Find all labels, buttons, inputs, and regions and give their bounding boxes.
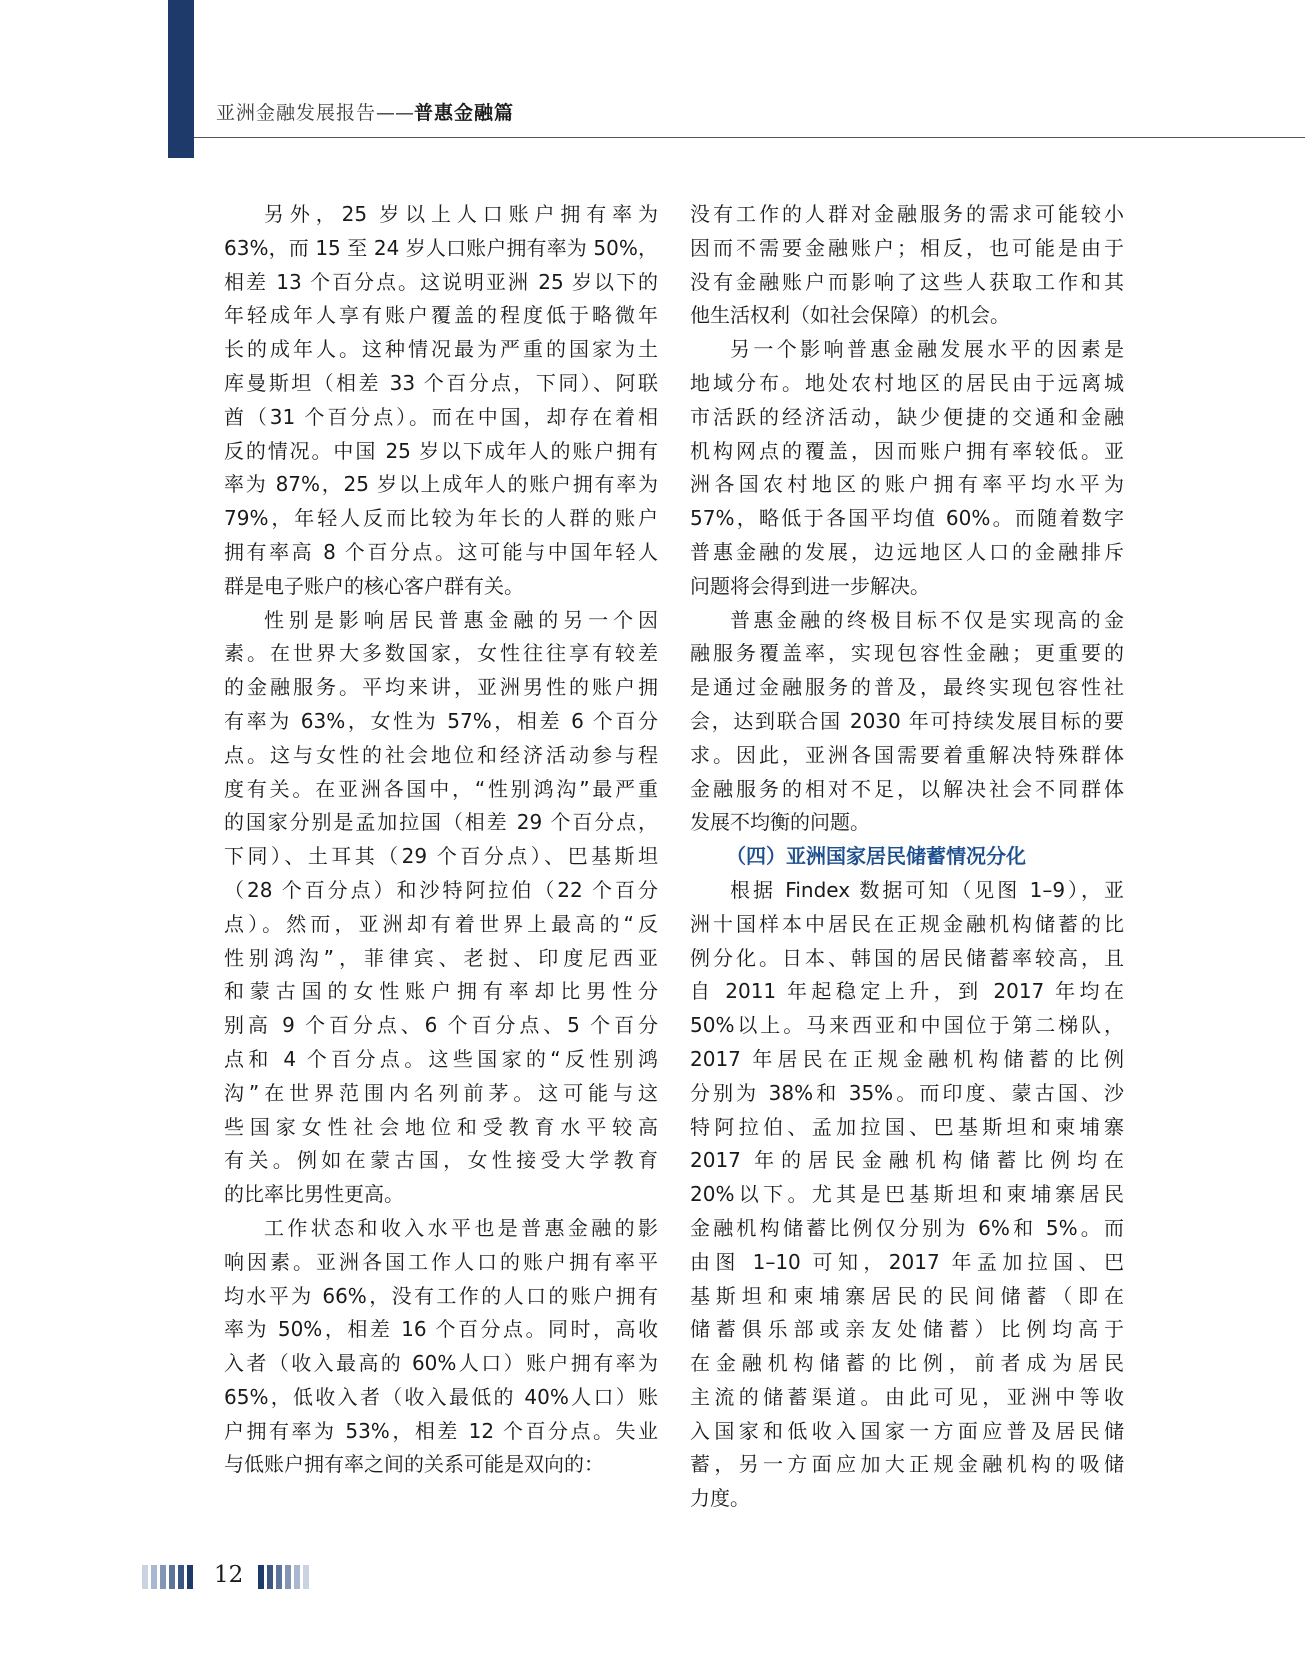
paragraph-line: 例分化。日本、韩国的居民储蓄率较高，且 [690, 945, 1124, 970]
paragraph-line: 57%，略低于各国平均值 60%。而随着数字 [690, 506, 1124, 531]
paragraph-line: 特阿拉伯、孟加拉国、巴基斯坦和柬埔寨 [690, 1114, 1124, 1139]
paragraph-line: 65%，低收入者（收入最低的 40%人口）账 [224, 1384, 658, 1409]
paragraph-line: 另一个影响普惠金融发展水平的因素是 [730, 337, 1124, 362]
paragraph-line: 户拥有率为 53%，相差 12 个百分点。失业 [224, 1418, 658, 1443]
paragraph-line: 率为 87%，25 岁以上成年人的账户拥有率为 [224, 472, 658, 497]
paragraph-line: 群是电子账户的核心客户群有关。 [224, 573, 524, 598]
paragraph-line: 素。在世界大多数国家，女性往往享有较差 [224, 641, 658, 666]
header-title-part2: 普惠金融篇 [414, 102, 515, 124]
paragraph-line: 洲各国农村地区的账户拥有率平均水平为 [690, 472, 1124, 497]
footer-bar [303, 1565, 309, 1589]
right-column [690, 198, 1124, 1516]
paragraph-line: 点。这与女性的社会地位和经济活动参与程 [224, 742, 658, 767]
paragraph-line: 别高 9 个百分点、6 个百分点、5 个百分 [224, 1013, 658, 1038]
footer-bar [142, 1565, 148, 1589]
paragraph-line: 的比率比男性更高。 [224, 1182, 404, 1207]
footer-bar [169, 1565, 175, 1589]
paragraph-line: 性别鸿沟”，菲律宾、老挝、印度尼西亚 [224, 945, 658, 970]
paragraph-line: 机构网点的覆盖，因而账户拥有率较低。亚 [690, 438, 1124, 463]
footer-bar [294, 1565, 300, 1589]
paragraph-line: 力度。 [690, 1486, 750, 1511]
paragraph-line: 根据 Findex 数据可知（见图 1–9），亚 [730, 877, 1124, 902]
paragraph-line: 均水平为 66%，没有工作的人口的账户拥有 [224, 1283, 658, 1308]
header-rule [194, 137, 1305, 138]
paragraph-line: 2017 年居民在正规金融机构储蓄的比例 [690, 1046, 1124, 1071]
paragraph-line: 相差 13 个百分点。这说明亚洲 25 岁以下的 [224, 269, 658, 294]
paragraph-line: 另外，25 岁以上人口账户拥有率为 [264, 202, 658, 226]
paragraph-line: 基斯坦和柬埔寨居民的民间储蓄（即在 [690, 1283, 1124, 1308]
page-number: 12 [214, 1562, 244, 1588]
header-title-separator: —— [376, 102, 415, 124]
paragraph-line: 主流的储蓄渠道。由此可见，亚洲中等收 [690, 1384, 1124, 1409]
paragraph-line: 没有金融账户而影响了这些人获取工作和其 [690, 269, 1124, 294]
paragraph-line: 金融机构储蓄比例仅分别为 6%和 5%。而 [690, 1215, 1124, 1240]
paragraph-line: 些国家女性社会地位和受教育水平较高 [224, 1114, 658, 1139]
paragraph-line: 市活跃的经济活动，缺少便捷的交通和金融 [690, 404, 1124, 429]
paragraph-line: 由图 1–10 可知，2017 年孟加拉国、巴 [690, 1249, 1124, 1274]
paragraph-line: 普惠金融的终极目标不仅是实现高的金 [730, 607, 1124, 632]
footer-bar [151, 1565, 157, 1589]
paragraph-line: 79%，年轻人反而比较为年长的人群的账户 [224, 506, 658, 531]
paragraph-line: 50%以上。马来西亚和中国位于第二梯队， [690, 1013, 1124, 1038]
left-column [224, 198, 658, 1482]
paragraph-line: 分别为 38%和 35%。而印度、蒙古国、沙 [690, 1080, 1124, 1105]
paragraph-line: 金融服务的相对不足，以解决社会不同群体 [690, 776, 1124, 801]
section-heading: （四）亚洲国家居民储蓄情况分化 [726, 844, 1026, 869]
paragraph-line: 酋（31 个百分点）。而在中国，却存在着相 [224, 404, 658, 429]
paragraph-line: 蓄，另一方面应加大正规金融机构的吸储 [690, 1452, 1124, 1477]
paragraph-line: 有率为 63%，女性为 57%，相差 6 个百分 [224, 708, 658, 733]
paragraph-line: 他生活权利（如社会保障）的机会。 [690, 303, 1010, 328]
header-accent-bar [168, 0, 194, 158]
footer-bar [276, 1565, 282, 1589]
footer-bar [258, 1565, 264, 1589]
paragraph-line: 有关。例如在蒙古国，女性接受大学教育 [224, 1148, 658, 1173]
paragraph-line: 下同）、土耳其（29 个百分点）、巴基斯坦 [224, 844, 658, 869]
paragraph-line: 自 2011 年起稳定上升，到 2017 年均在 [690, 979, 1124, 1004]
paragraph-line: 63%，而 15 至 24 岁人口账户拥有率为 50%， [224, 235, 658, 260]
paragraph-line: 长的成年人。这种情况最为严重的国家为土 [224, 337, 658, 362]
paragraph-line: 2017 年的居民金融机构储蓄比例均在 [690, 1148, 1124, 1173]
paragraph-line: 与低账户拥有率之间的关系可能是双向的： [224, 1452, 604, 1477]
paragraph-line: 发展不均衡的问题。 [690, 810, 870, 835]
header-title-part1: 亚洲金融发展报告 [216, 102, 377, 124]
paragraph-line: 拥有率高 8 个百分点。这可能与中国年轻人 [224, 539, 658, 564]
paragraph-line: 融服务覆盖率，实现包容性金融；更重要的 [690, 641, 1124, 666]
paragraph-line: 因而不需要金融账户；相反，也可能是由于 [690, 235, 1124, 260]
footer-bar [285, 1565, 291, 1589]
footer-bar [267, 1565, 273, 1589]
paragraph-line: 是通过金融服务的普及，最终实现包容性社 [690, 675, 1124, 700]
paragraph-line: 的国家分别是孟加拉国（相差 29 个百分点， [224, 810, 658, 835]
paragraph-line: 20%以下。尤其是巴基斯坦和柬埔寨居民 [690, 1182, 1124, 1207]
paragraph-line: 度有关。在亚洲各国中，“性别鸿沟”最严重 [224, 776, 658, 801]
paragraph-line: 入国家和低收入国家一方面应普及居民储 [690, 1418, 1124, 1443]
paragraph-line: 没有工作的人群对金融服务的需求可能较小 [690, 202, 1124, 226]
paragraph-line: 工作状态和收入水平也是普惠金融的影 [264, 1215, 658, 1240]
running-header [216, 98, 514, 125]
paragraph-line: 普惠金融的发展，边远地区人口的金融排斥 [690, 539, 1124, 564]
footer-bar [160, 1565, 166, 1589]
paragraph-line: 储蓄俱乐部或亲友处储蓄）比例均高于 [690, 1317, 1124, 1342]
paragraph-line: 反的情况。中国 25 岁以下成年人的账户拥有 [224, 438, 658, 463]
paragraph-line: 求。因此，亚洲各国需要着重解决特殊群体 [690, 742, 1124, 767]
footer-bar [178, 1565, 184, 1589]
paragraph-line: 年轻成年人享有账户覆盖的程度低于略微年 [224, 303, 658, 328]
paragraph-line: 性别是影响居民普惠金融的另一个因 [264, 607, 658, 632]
paragraph-line: 问题将会得到进一步解决。 [690, 573, 930, 598]
paragraph-line: 的金融服务。平均来讲，亚洲男性的账户拥 [224, 675, 658, 700]
paragraph-line: 率为 50%，相差 16 个百分点。同时，高收 [224, 1317, 658, 1342]
paragraph-line: 点和 4 个百分点。这些国家的“反性别鸿 [224, 1046, 658, 1071]
paragraph-line: 在金融机构储蓄的比例，前者成为居民 [690, 1351, 1124, 1376]
paragraph-line: 和蒙古国的女性账户拥有率却比男性分 [224, 979, 658, 1004]
paragraph-line: 地域分布。地处农村地区的居民由于远离城 [690, 370, 1124, 395]
paragraph-line: 洲十国样本中居民在正规金融机构储蓄的比 [690, 911, 1124, 936]
paragraph-line: 沟”在世界范围内名列前茅。这可能与这 [224, 1080, 658, 1105]
paragraph-line: 入者（收入最高的 60%人口）账户拥有率为 [224, 1351, 658, 1376]
paragraph-line: 会，达到联合国 2030 年可持续发展目标的要 [690, 708, 1124, 733]
paragraph-line: 点）。然而，亚洲却有着世界上最高的“反 [224, 911, 658, 936]
paragraph-line: 库曼斯坦（相差 33 个百分点，下同）、阿联 [224, 370, 658, 395]
paragraph-line: 响因素。亚洲各国工作人口的账户拥有率平 [224, 1249, 658, 1274]
footer-bar [187, 1565, 193, 1589]
paragraph-line: （28 个百分点）和沙特阿拉伯（22 个百分 [224, 877, 658, 902]
